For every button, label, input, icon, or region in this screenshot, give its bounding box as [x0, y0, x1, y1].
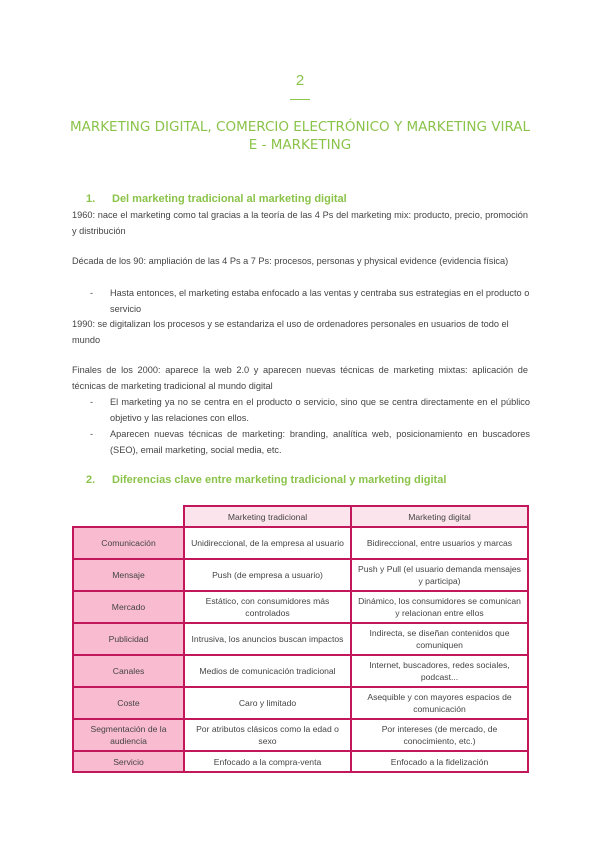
row-header: Coste [73, 687, 184, 719]
row-header: Publicidad [73, 623, 184, 655]
chapter-number: 2 [295, 72, 305, 89]
table-row [73, 527, 528, 559]
digital-cell: Por intereses (de mercado, de conocimiento, etc.) [351, 719, 528, 751]
bullet-item [90, 285, 530, 317]
digital-cell: Asequible y con mayores espacios de comunicación [351, 687, 528, 719]
traditional-cell: Caro y limitado [184, 687, 351, 719]
table-row [73, 719, 528, 751]
paragraph-1960: 1960: nace el marketing como tal gracias a la teoría de las 4 Ps del marketing mix: producto, precio, promoción y distribución [72, 210, 528, 236]
chapter-title-line-1: MARKETING DIGITAL, COMERCIO ELECTRÓNICO Y MARKETING VIRAL [69, 119, 531, 135]
table-corner-cell [73, 506, 184, 527]
digital-cell: Bidireccional, entre usuarios y marcas [351, 527, 528, 559]
traditional-cell: Unidireccional, de la empresa al usuario [184, 527, 351, 559]
section-2-heading [86, 474, 446, 486]
paragraph-1990: 1990: se digitalizan los procesos y se estandariza el uso de ordenadores personales en usuarios de todo el mundo [72, 319, 509, 345]
column-header-digital: Marketing digital [351, 506, 528, 527]
digital-cell: Indirecta, se diseñan contenidos que comuniquen [351, 623, 528, 655]
bullet-item [90, 426, 530, 458]
digital-cell: Internet, buscadores, redes sociales, podcast... [351, 655, 528, 687]
table-row [73, 687, 528, 719]
row-header: Comunicación [73, 527, 184, 559]
bullet-dash: - [90, 397, 94, 407]
digital-cell: Dinámico, los consumidores se comunican y relacionan entre ellos [351, 591, 528, 623]
table-row [73, 751, 528, 772]
row-header: Servicio [73, 751, 184, 772]
bullet-text: El marketing ya no se centra en el producto o servicio, sino que se centra directamente en el público objetivo y las relaciones con ellos. [110, 397, 530, 423]
section-1-number: 1. [86, 193, 96, 205]
traditional-cell: Medios de comunicación tradicional [184, 655, 351, 687]
digital-cell: Enfocado a la fidelización [351, 751, 528, 772]
comparison-table [72, 505, 529, 773]
row-header: Mensaje [73, 559, 184, 591]
section-2-title: Diferencias clave entre marketing tradicional y marketing digital [112, 474, 447, 486]
table-row [73, 623, 528, 655]
row-header: Segmentación de la audiencia [73, 719, 184, 751]
bullet-dash: - [90, 429, 94, 439]
table-row [73, 591, 528, 623]
bullet-dash: - [90, 288, 94, 298]
bullet-item [90, 394, 530, 426]
traditional-cell: Intrusiva, los anuncios buscan impactos [184, 623, 351, 655]
traditional-cell: Enfocado a la compra-venta [184, 751, 351, 772]
row-header: Canales [73, 655, 184, 687]
section-2-number: 2. [86, 474, 96, 486]
bullet-text: Hasta entonces, el marketing estaba enfocado a las ventas y centraba sus estrategias en el producto o servicio [110, 288, 530, 314]
traditional-cell: Push (de empresa a usuario) [184, 559, 351, 591]
section-1-heading [86, 193, 347, 205]
row-header: Mercado [73, 591, 184, 623]
paragraph-2000s: Finales de los 2000: aparece la web 2.0 y aparecen nuevas técnicas de marketing mixtas: aplicación de técnicas de marketing tradicional al mundo digital [72, 365, 528, 391]
chapter-title [0, 118, 600, 154]
table-header-row [73, 506, 528, 527]
bullet-text: Aparecen nuevas técnicas de marketing: branding, analítica web, posicionamiento en buscadores (SEO), email marketing, social media, etc. [110, 429, 530, 455]
column-header-traditional: Marketing tradicional [184, 506, 351, 527]
table-row [73, 655, 528, 687]
traditional-cell: Por atributos clásicos como la edad o sexo [184, 719, 351, 751]
table-row [73, 559, 528, 591]
paragraph-90s: Década de los 90: ampliación de las 4 Ps a 7 Ps: procesos, personas y physical evidence (evidencia física) [72, 256, 509, 266]
traditional-cell: Estático, con consumidores más controlados [184, 591, 351, 623]
chapter-title-line-2: E - MARKETING [248, 137, 352, 153]
digital-cell: Push y Pull (el usuario demanda mensajes y participa) [351, 559, 528, 591]
section-1-title: Del marketing tradicional al marketing digital [112, 193, 347, 205]
chapter-divider [290, 99, 310, 100]
